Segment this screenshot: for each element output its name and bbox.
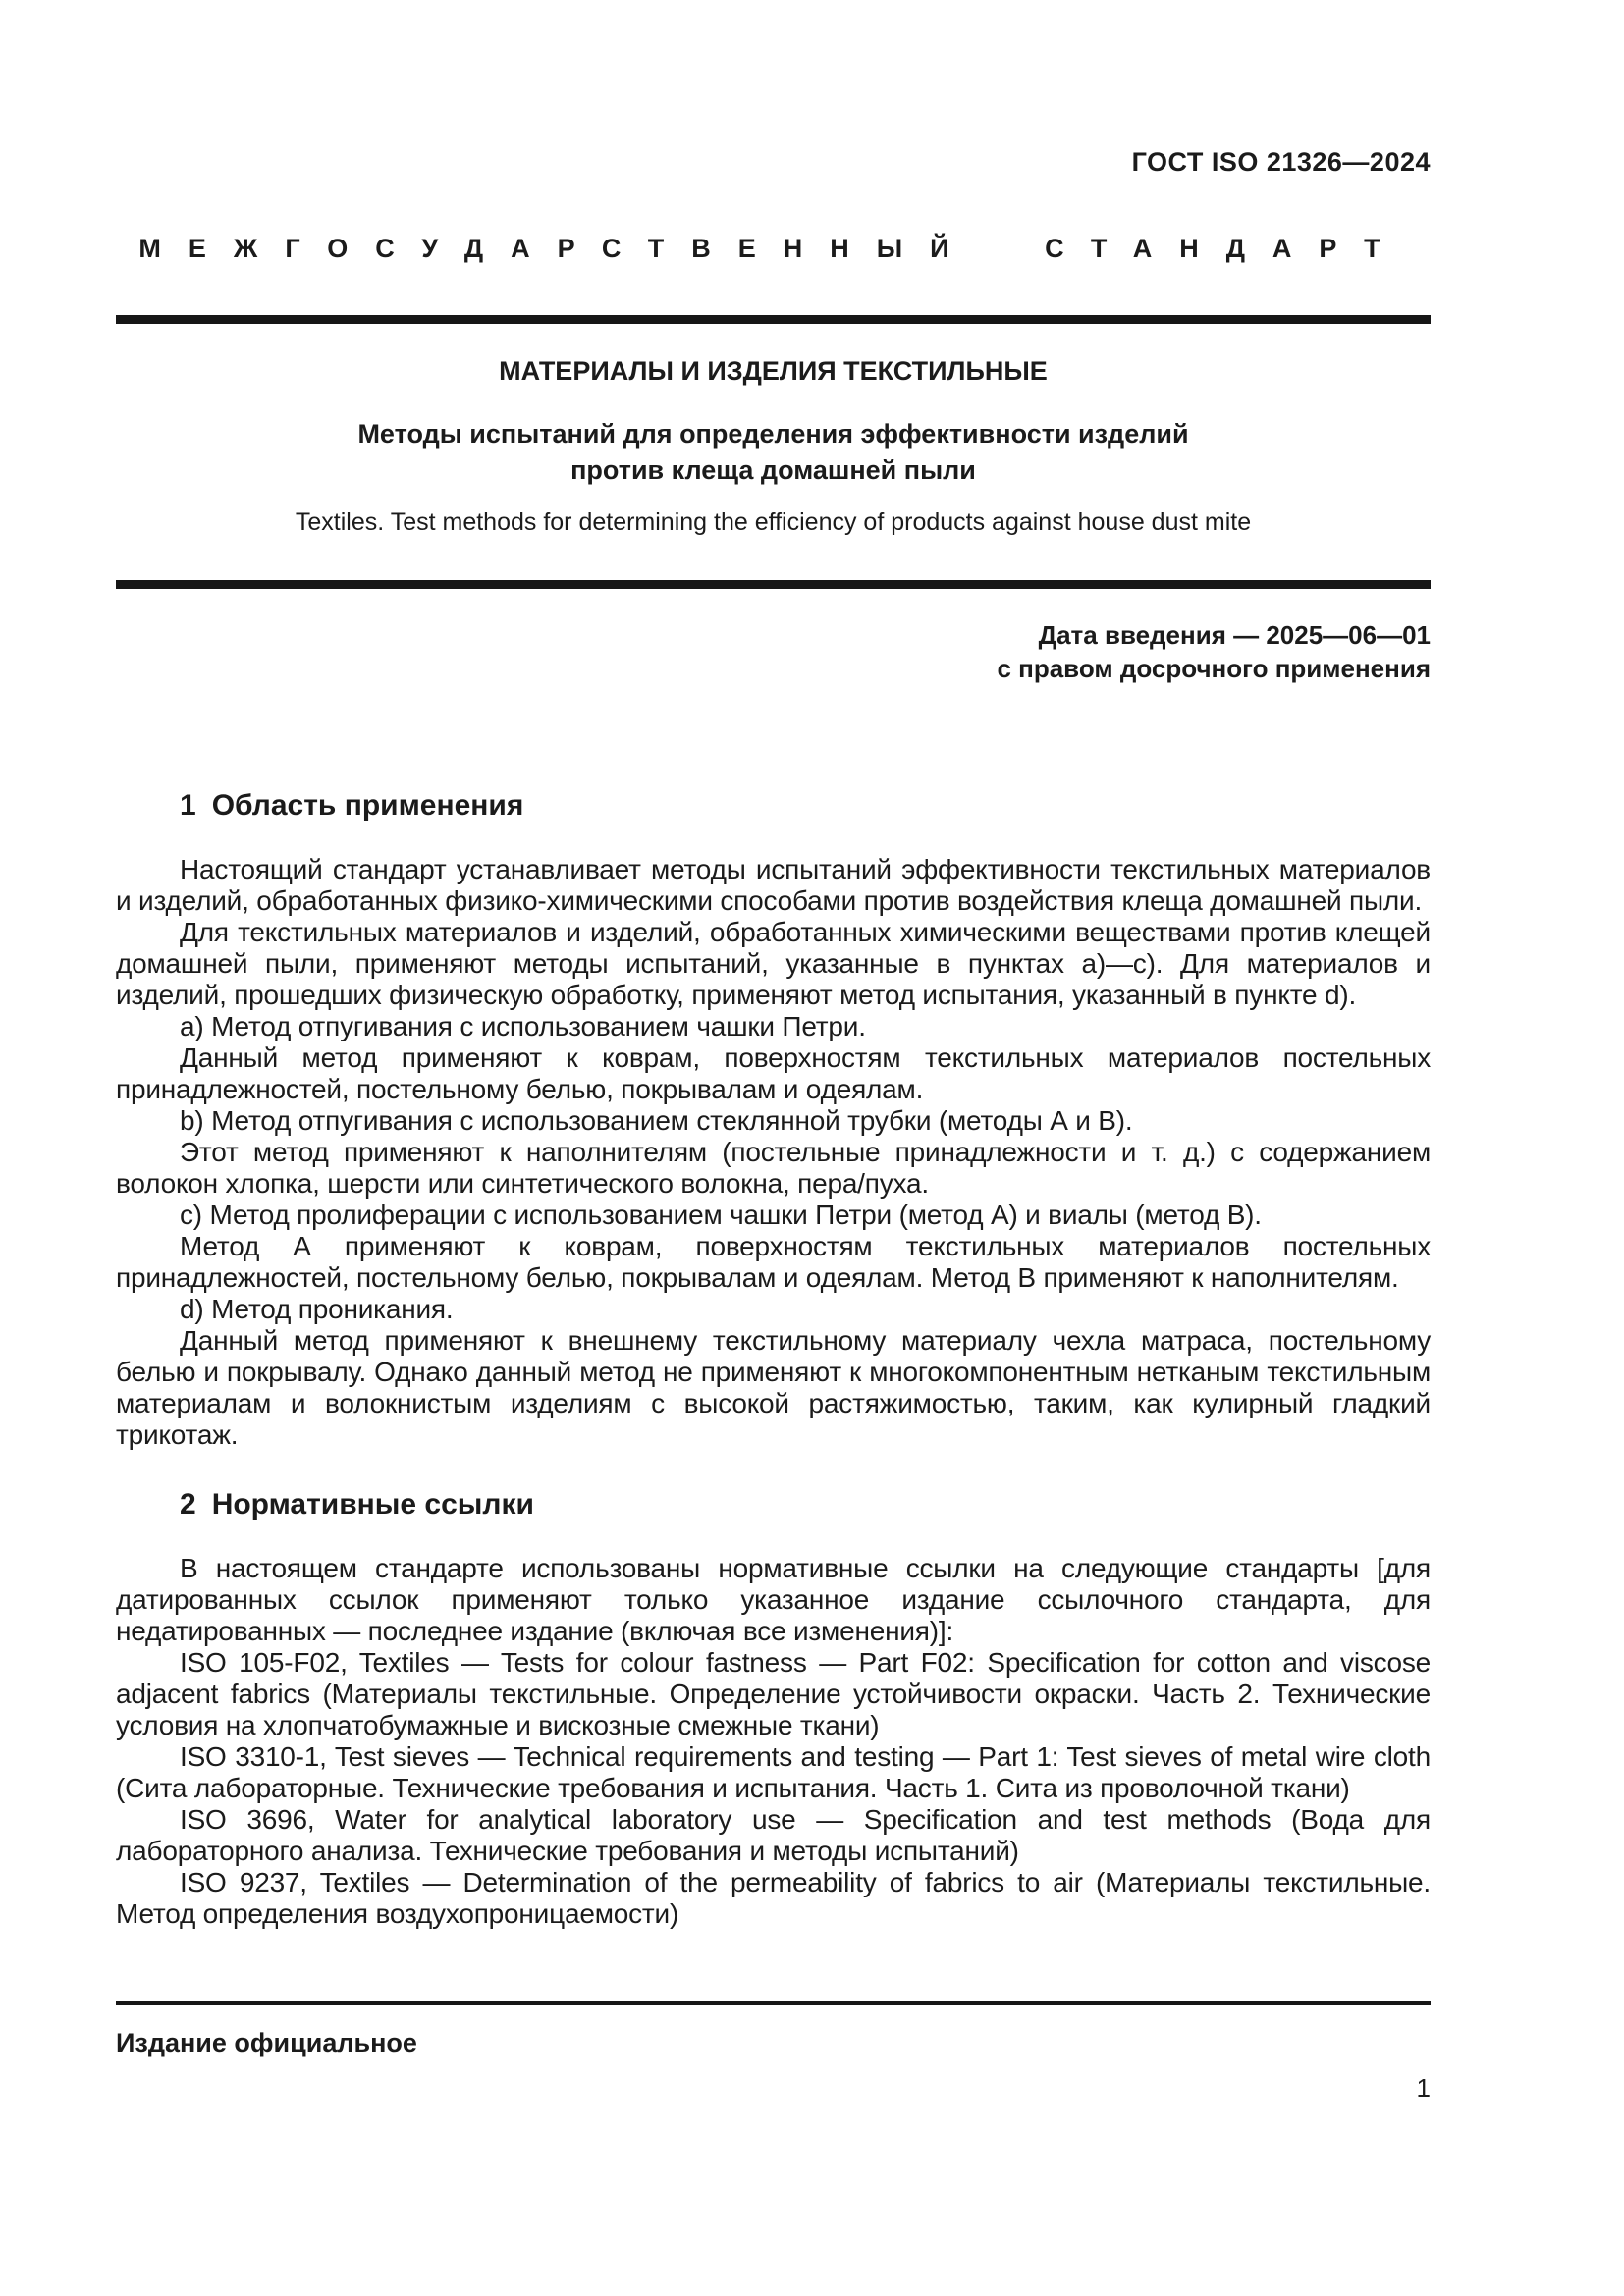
subtitle-line-1: Методы испытаний для определения эффективности изделий (357, 419, 1189, 449)
paragraph: В настоящем стандарте использованы нормативные ссылки на следующие стандарты [для датированных ссылок применяют только указанное издание ссылочного стандарта, для недатированных — последнее издание (включая все изменения)]: (116, 1553, 1431, 1646)
paragraph: Настоящий стандарт устанавливает методы испытаний эффективности текстильных материалов и изделий, обработанных физико-химическими способами против воздействия клеща домашней пыли. (116, 854, 1431, 916)
subtitle-line-2: против клеща домашней пыли (570, 455, 976, 485)
section-heading (116, 1482, 1431, 1527)
section-number: 2 (180, 1488, 196, 1521)
list-item-a: a) Метод отпугивания с использованием чашки Петри. (180, 1011, 866, 1041)
list-item-c: c) Метод пролиферации с использованием чашки Петри (метод А) и виалы (метод В). (180, 1200, 1262, 1230)
reference-iso-3310-1: ISO 3310-1, Test sieves — Technical requirements and testing — Part 1: Test sieves of metal wire cloth (Сита лабораторные. Технические требования и испытания. Часть 1. Сита из проволочной ткани) (116, 1741, 1431, 1803)
paragraph: Метод А применяют к коврам, поверхностям текстильных материалов постельных принадлежностей, постельному белью, покрывалам и одеялам. Метод В применяют к наполнителям. (116, 1231, 1431, 1293)
document-title-en: Textiles. Test methods for determining the efficiency of products against house dust mite (295, 508, 1252, 536)
reference-iso-3696: ISO 3696, Water for analytical laboratory use — Specification and test methods (Вода для лабораторного анализа. Технические требования и методы испытаний) (116, 1804, 1431, 1866)
section-title: Нормативные ссылки (211, 1488, 534, 1521)
section-normative-references (116, 1482, 1431, 1930)
section-scope (116, 783, 1431, 1451)
horizontal-rule-top (116, 315, 1431, 324)
early-application-line: с правом досрочного применения (997, 654, 1431, 683)
paragraph: Данный метод применяют к внешнему текстильному материалу чехла матраса, постельному белью и покрывалу. Однако данный метод не применяют к многокомпонентным нетканым текстильным материалам и волокнистым изделиям с высокой растяжимостью, таким, как кулирный гладкий трикотаж. (116, 1325, 1431, 1450)
document-subtitle-ru (116, 416, 1431, 489)
effective-date-line: Дата введения — 2025—06—01 (1038, 620, 1431, 650)
paragraph: Данный метод применяют к коврам, поверхностям текстильных материалов постельных принадлежностей, постельному белью, покрывалам и одеялам. (116, 1042, 1431, 1104)
edition-note: Издание официальное (116, 2028, 417, 2057)
paragraph: Этот метод применяют к наполнителям (постельные принадлежности и т. д.) с содержанием волокон хлопка, шерсти или синтетического волокна, пера/пуха. (116, 1137, 1431, 1199)
section-body (116, 1553, 1431, 1930)
list-item-b: b) Метод отпугивания с использованием стеклянной трубки (методы А и В). (180, 1105, 1133, 1136)
doc-code: ГОСТ ISO 21326—2024 (1131, 147, 1431, 177)
section-number: 1 (180, 789, 196, 822)
reference-iso-105-f02: ISO 105-F02, Textiles — Tests for colour fastness — Part F02: Specification for cotton and viscose adjacent fabrics (Материалы текстильные. Определение устойчивости окраски. Часть 2. Технические условия на хлопчатобумажные и вискозные смежные ткани) (116, 1647, 1431, 1740)
effective-date-block (116, 618, 1431, 685)
horizontal-rule-title-bottom (116, 580, 1431, 589)
horizontal-rule-footer (116, 2001, 1431, 2005)
page-number: 1 (1416, 2073, 1431, 2103)
section-title: Область применения (211, 789, 524, 822)
standard-type-label: МЕЖГОСУДАРСТВЕННЫЙ СТАНДАРТ (138, 234, 1408, 263)
reference-iso-9237: ISO 9237, Textiles — Determination of the permeability of fabrics to air (Материалы текстильные. Метод определения воздухопроницаемости) (116, 1867, 1431, 1929)
section-heading (116, 783, 1431, 828)
document-title-ru: МАТЕРИАЛЫ И ИЗДЕЛИЯ ТЕКСТИЛЬНЫЕ (499, 356, 1048, 386)
list-item-d: d) Метод проникания. (180, 1294, 454, 1324)
paragraph: Для текстильных материалов и изделий, обработанных химическими веществами против клещей домашней пыли, применяют методы испытаний, указанные в пунктах a)—c). Для материалов и изделий, прошедших физическую обработку, применяют метод испытания, указанный в пункте d). (116, 917, 1431, 1010)
section-body (116, 854, 1431, 1451)
